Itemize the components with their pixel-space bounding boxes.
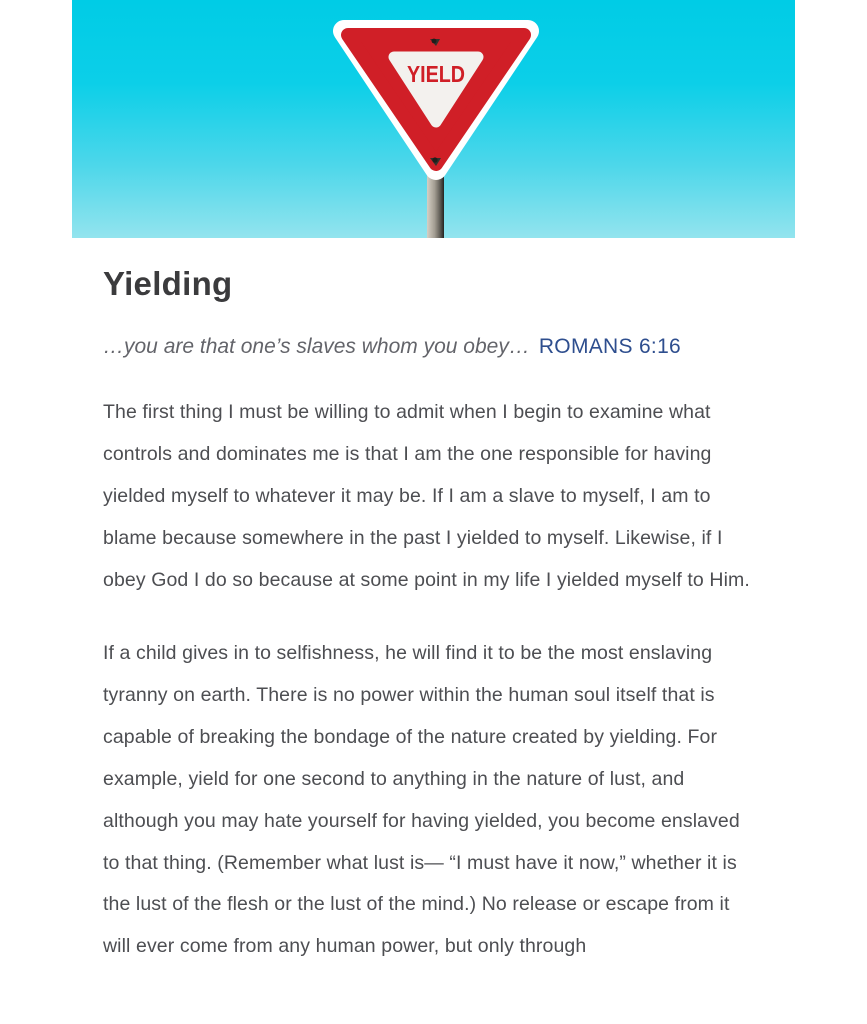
hero-image <box>72 0 795 238</box>
sign-yield-text: YIELD <box>407 61 465 87</box>
sign-bolt-top-cap <box>432 39 437 44</box>
verse-reference-link[interactable]: ROMANS 6:16 <box>538 334 682 358</box>
sign-bolt-bottom-cap <box>432 157 437 162</box>
yield-sign-graphic <box>72 0 795 238</box>
article <box>0 238 867 968</box>
verse-line <box>103 333 760 361</box>
body-paragraph: The first thing I must be willing to admit when I begin to examine what controls and dominates me is that I am the one responsible for having yielded myself to whatever it may be. If I am a slave to myself, I am to blame because somewhere in the past I yielded to myself. Likewise, if I obey God I do so because at some point in my life I yielded myself to Him. <box>103 401 750 591</box>
page-title: Yielding <box>103 265 233 302</box>
article-body <box>103 392 760 968</box>
verse-quote: …you are that one’s slaves whom you obey… <box>103 334 530 358</box>
body-paragraph: If a child gives in to selfishness, he will find it to be the most enslaving tyranny on earth. There is no power within the human soul itself that is capable of breaking the bondage of the nature created by yielding. For example, yield for one second to anything in the nature of lust, and although you may hate yourself for having yielded, you become enslaved to that thing. (Remember what lust is— “I must have it now,” whether it is the lust of the flesh or the lust of the mind.) No release or escape from it will ever come from any human power, but only through <box>103 641 740 958</box>
